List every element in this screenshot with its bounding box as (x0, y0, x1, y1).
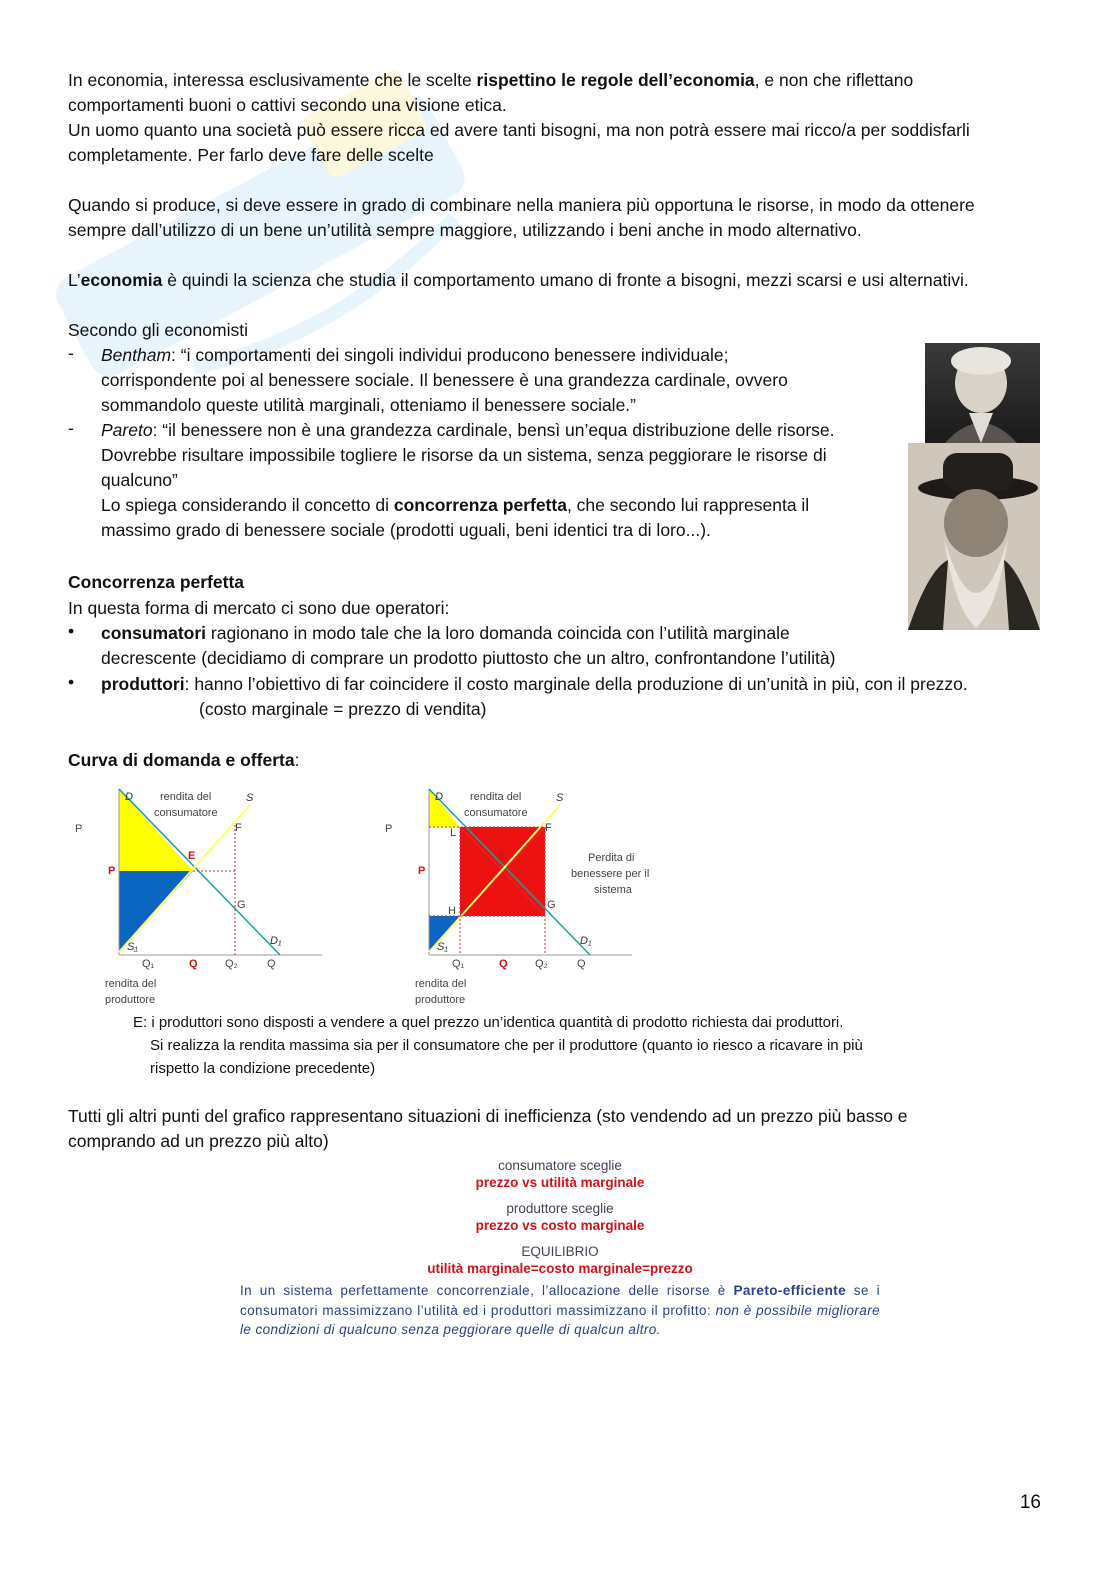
label-g: G (237, 899, 246, 911)
summary-consumer-rule: prezzo vs utilità marginale (475, 1175, 645, 1190)
text-line: sempre dall’utilizzo di un bene un’utilità sempre maggiore, utilizzando i beni anche in modo alternativo. (68, 220, 862, 240)
label-h: H (448, 905, 456, 917)
page-number: 16 (1019, 1492, 1041, 1513)
consumer-rent-l2: consumatore (154, 807, 218, 819)
producer-rent-l1: rendita del (415, 978, 467, 990)
bentham-portrait (925, 343, 1040, 443)
concorrenza-intro: In questa forma di mercato ci sono due operatori: (68, 598, 450, 618)
summary-equilibrium-rule: utilità marginale=costo marginale=prezzo (427, 1261, 693, 1276)
label-s: S (246, 792, 254, 804)
text: : (294, 750, 300, 770)
supply-demand-chart-efficient (70, 785, 330, 1005)
text-line: Si realizza la rendita massima sia per il consumatore che per il produttore (quanto io riesco a ricavare in più (150, 1037, 863, 1054)
text: ragionano in modo tale che la loro domanda coincida con l’utilità marginale (206, 623, 790, 643)
text-line: sommandolo queste utilità marginali, otteniamo il benessere sociale.” (101, 395, 636, 415)
text-line: qualcuno” (101, 470, 178, 490)
text: Lo spiega considerando il concetto di (101, 495, 394, 515)
text-line: comprando ad un prezzo più alto) (68, 1131, 329, 1151)
consumer-rent-l1: rendita del (160, 791, 212, 803)
loss-label-l2: benessere per il (571, 868, 650, 880)
bold-text: consumatori (101, 623, 207, 643)
curve-heading (68, 748, 299, 773)
label-p-axis: P (75, 823, 83, 835)
loss-label-l1: Perdita di (588, 852, 635, 864)
italic-text: non è possibile migliorare le condizioni di qualcuno senza peggiorare quelle di qualcun altro. (240, 1302, 880, 1337)
dash-bullet: - (68, 343, 74, 363)
text-line: completamente. Per farlo deve fare delle scelte (68, 145, 434, 165)
label-l: L (450, 827, 457, 839)
text: è quindi la scienza che studia il comportamento umano di fronte a bisogni, mezzi scarsi e usi alternativi. (162, 270, 969, 290)
bentham-name: Bentham (101, 345, 172, 365)
consumer-rent-l1: rendita del (470, 791, 522, 803)
text-line: massimo grado di benessere sociale (prodotti uguali, beni identici tra di loro...). (101, 520, 711, 540)
text-line: decrescente (decidiamo di comprare un prodotto piuttosto che un altro, confrontandone l’utilità) (101, 648, 836, 668)
summary-equilibrium: EQUILIBRIO (521, 1244, 599, 1259)
text-line: Tutti gli altri punti del grafico rappresentano situazioni di inefficienza (sto vendendo ad un prezzo più basso e (68, 1106, 908, 1126)
producer-rent-l1: rendita del (105, 978, 157, 990)
label-s1: S₁ (437, 941, 448, 953)
intro-paragraph-4 (68, 268, 969, 293)
bentham-item (101, 343, 788, 418)
supply-demand-chart-loss (380, 785, 680, 1005)
label-q1: Q₁ (142, 958, 155, 970)
label-q-axis: Q (577, 958, 586, 970)
text: In un sistema perfettamente concorrenziale, l’allocazione delle risorse è (240, 1283, 734, 1298)
label-q2: Q₂ (535, 958, 548, 970)
label-p: P (108, 865, 116, 877)
bold-text: produttori (101, 674, 185, 694)
bold-text: concorrenza perfetta (393, 495, 567, 515)
text-line: Quando si produce, si deve essere in grado di combinare nella maniera più opportuna le risorse, in modo da ottenere (68, 195, 975, 215)
summary-consumer: consumatore sceglie (498, 1158, 622, 1173)
economists-heading: Secondo gli economisti (68, 320, 248, 340)
text-line: E: i produttori sono disposti a vendere a quel prezzo un’identica quantità di prodotto richiesta dai produttori. (133, 1014, 844, 1031)
text-line: rispetto la condizione precedente) (150, 1060, 376, 1077)
label-p-axis: P (385, 823, 393, 835)
pareto-name: Pareto (101, 420, 153, 440)
dash-bullet: - (68, 418, 74, 438)
concorrenza-heading: Concorrenza perfetta (68, 572, 245, 592)
producer-rent-l2: produttore (105, 994, 156, 1005)
label-d1: D₁ (580, 935, 592, 947)
text: , e non che riflettano (754, 70, 914, 90)
label-f: F (545, 822, 552, 834)
bold-text: rispettino le regole dell’economia (476, 70, 755, 90)
label-q2: Q₂ (225, 958, 238, 970)
bold-text: Pareto-efficiente (733, 1283, 847, 1298)
summary-producer-rule: prezzo vs costo marginale (475, 1218, 645, 1233)
label-f: F (235, 822, 242, 834)
summary-producer: produttore sceglie (506, 1201, 614, 1216)
label-d: D (125, 791, 133, 803)
consumer-rent-l2: consumatore (464, 807, 528, 819)
text-line: Dovrebbe risultare impossibile togliere le risorse da un sistema, senza peggiorare le risorse di (101, 445, 827, 465)
conclusion-paragraph (68, 1104, 908, 1154)
consumatori-item (101, 621, 835, 671)
label-s: S (556, 792, 564, 804)
bold-text: economia (80, 270, 163, 290)
text: : “il benessere non è una grandezza cardinale, bensì un’equa distribuzione delle risorse. (152, 420, 835, 440)
produttori-item (101, 672, 968, 722)
bullet: • (68, 621, 75, 641)
text: se i consumatori massimizzano l’utilità ed i produttori massimizzano il profitto: (240, 1283, 880, 1318)
label-s1: S₁ (127, 941, 138, 953)
bullet: • (68, 672, 75, 692)
label-p: P (418, 865, 426, 877)
label-d1: D₁ (270, 935, 282, 947)
text: , che secondo lui rappresenta il (566, 495, 810, 515)
text: : “i comportamenti dei singoli individui producono benessere individuale; (171, 345, 729, 365)
text: : hanno l’obiettivo di far coincidere il costo marginale della produzione di un’unità in più, con il prezzo. (184, 674, 968, 694)
label-d: D (435, 791, 443, 803)
label-q1: Q₁ (452, 958, 465, 970)
chart-note (133, 1011, 863, 1080)
equilibrium-summary (240, 1157, 880, 1340)
text-line: corrispondente poi al benessere sociale. Il benessere è una grandezza cardinale, ovvero (101, 370, 788, 390)
text: In economia, interessa esclusivamente che le scelte (68, 70, 477, 90)
intro-paragraph-1 (68, 68, 970, 168)
intro-paragraph-3 (68, 193, 975, 243)
text: L’ (68, 270, 81, 290)
label-q-axis: Q (267, 958, 276, 970)
label-q: Q (499, 958, 508, 970)
label-q: Q (189, 958, 198, 970)
label-g: G (547, 899, 556, 911)
summary-paragraph (240, 1281, 880, 1340)
pareto-item (101, 418, 835, 543)
text-line: (costo marginale = prezzo di vendita) (199, 699, 487, 719)
label-e: E (188, 850, 196, 862)
text-line: comportamenti buoni o cattivi secondo una visione etica. (68, 95, 507, 115)
pareto-portrait (908, 443, 1040, 630)
producer-rent-l2: produttore (415, 994, 466, 1005)
loss-label-l3: sistema (594, 884, 632, 896)
label-e: E (498, 850, 506, 862)
text-line: Un uomo quanto una società può essere ricca ed avere tanti bisogni, ma non potrà essere mai ricco/a per soddisfarli (68, 120, 970, 140)
bold-text: Curva di domanda e offerta (68, 750, 295, 770)
